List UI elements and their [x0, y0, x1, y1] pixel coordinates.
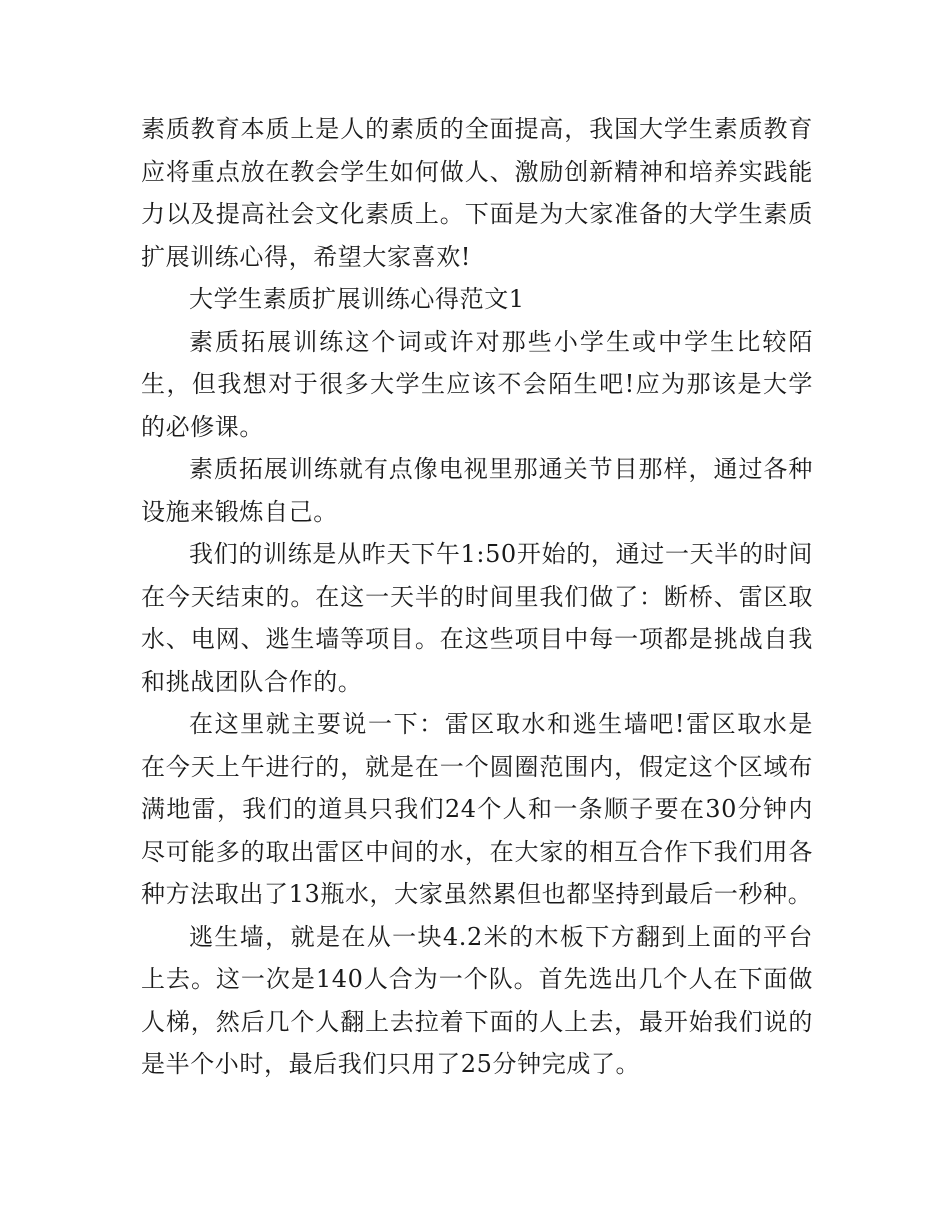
document-body [141, 108, 813, 1086]
intro-paragraph: 素质教育本质上是人的素质的全面提高，我国大学生素质教育应将重点放在教会学生如何做人、激励创新精神和培养实践能力以及提高社会文化素质上。下面是为大家准备的大学生素质扩展训练心得，希望大家喜欢! [141, 115, 813, 271]
body-paragraph: 在这里就主要说一下：雷区取水和逃生墙吧!雷区取水是在今天上午进行的，就是在一个圆圈范围内，假定这个区域布满地雷，我们的道具只我们24个人和一条顺子要在30分钟内尽可能多的取出雷区中间的水，在大家的相互合作下我们用各种方法取出了13瓶水，大家虽然累但也都坚持到最后一秒种。 [141, 710, 813, 908]
section-heading: 大学生素质扩展训练心得范文1 [189, 285, 525, 313]
body-paragraph: 素质拓展训练就有点像电视里那通关节目那样，通过各种设施来锻炼自己。 [141, 455, 813, 526]
body-paragraph: 我们的训练是从昨天下午1:50开始的，通过一天半的时间在今天结束的。在这一天半的时间里我们做了：断桥、雷区取水、电网、逃生墙等项目。在这些项目中每一项都是挑战自我和挑战团队合作的。 [141, 540, 813, 696]
body-paragraph: 逃生墙，就是在从一块4.2米的木板下方翻到上面的平台上去。这一次是140人合为一个队。首先选出几个人在下面做人梯，然后几个人翻上去拉着下面的人上去，最开始我们说的是半个小时，最后我们只用了25分钟完成了。 [141, 922, 813, 1078]
body-paragraph: 素质拓展训练这个词或许对那些小学生或中学生比较陌生，但我想对于很多大学生应该不会陌生吧!应为那该是大学的必修课。 [141, 327, 813, 441]
